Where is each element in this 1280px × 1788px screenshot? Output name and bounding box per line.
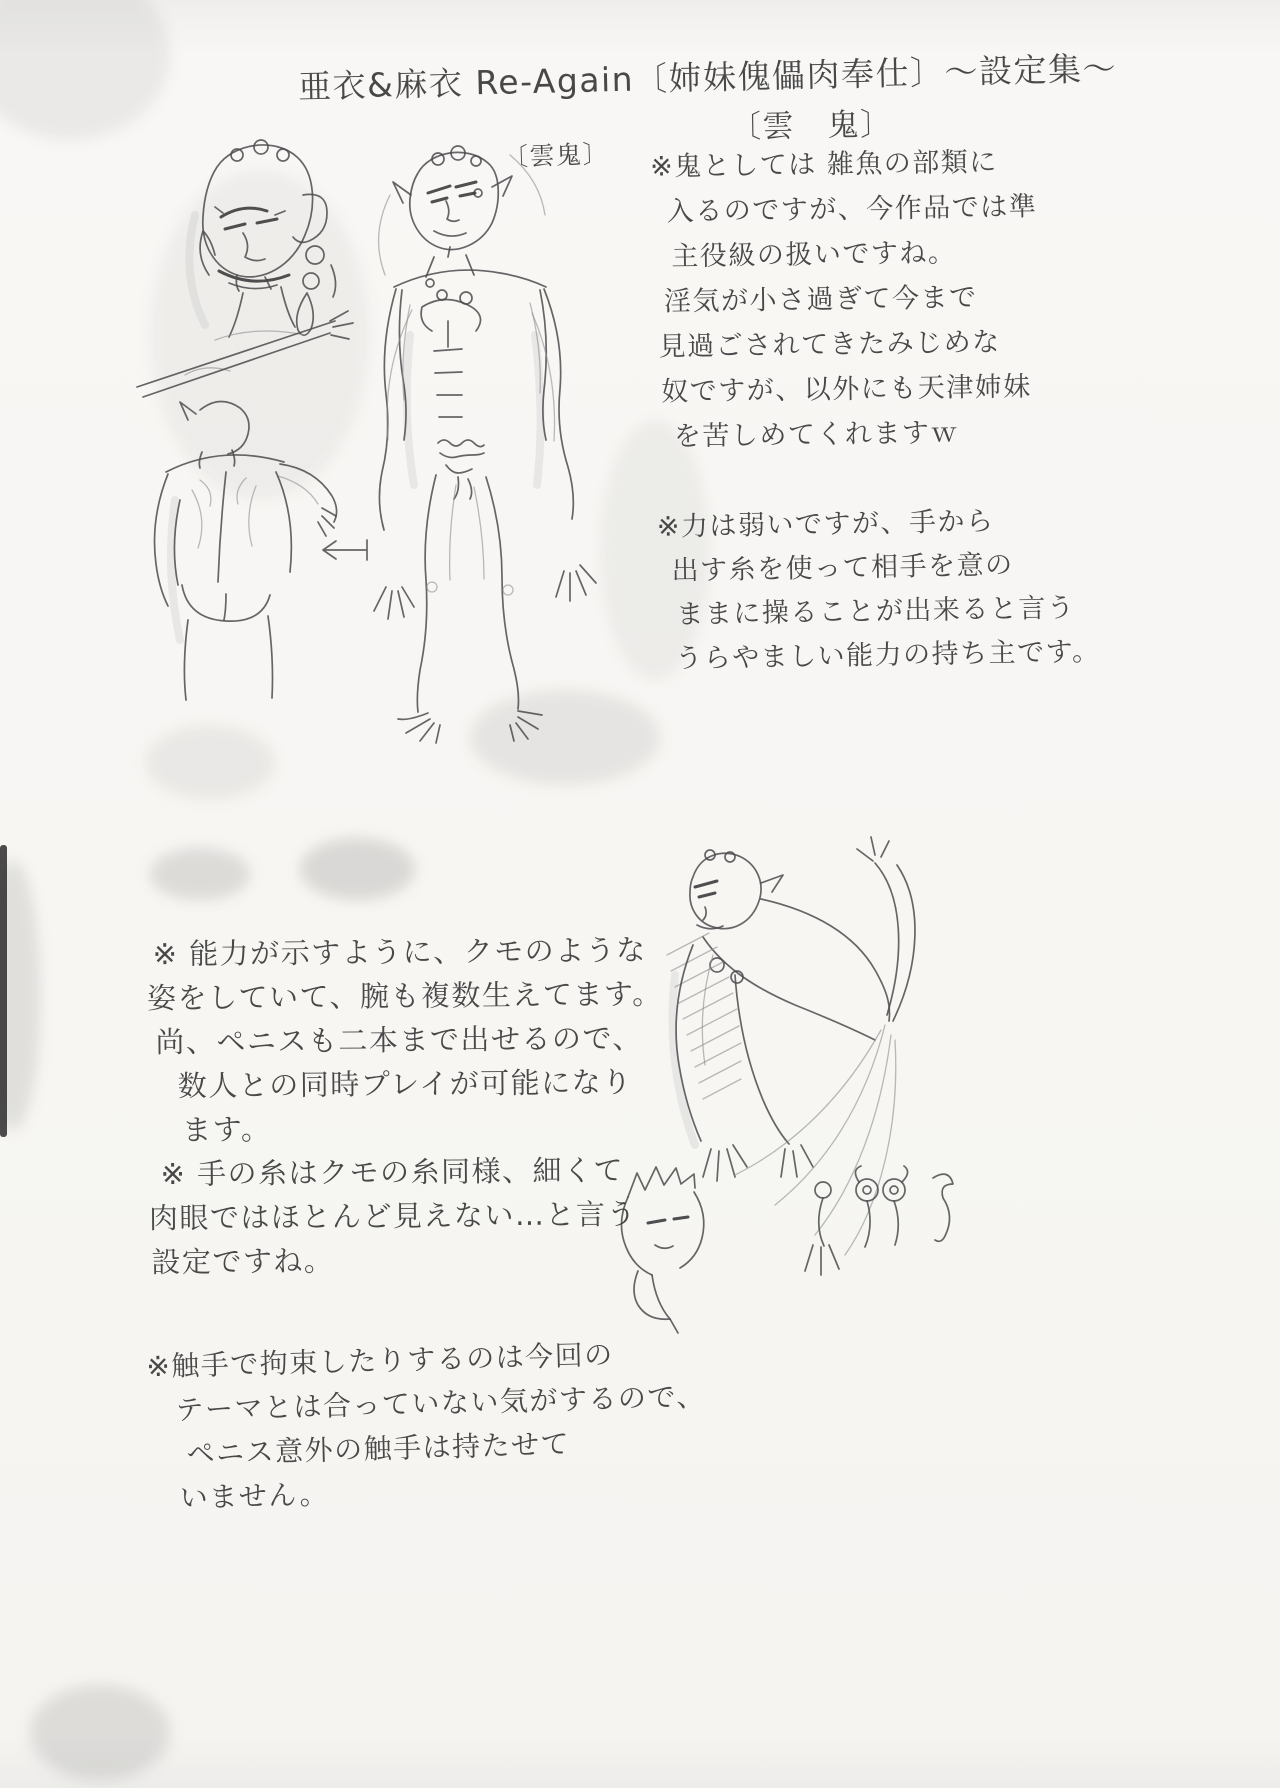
- scan-artifact-strip: [0, 845, 7, 1137]
- subtitle-text: 〔雲 鬼〕: [729, 106, 893, 146]
- sketch-thread-diagrams: [795, 1160, 965, 1260]
- handwritten-line: 数人との同時プレイが可能になり: [177, 1065, 633, 1103]
- page-title: [298, 43, 1118, 109]
- handwritten-line: 姿をしていて、腕も複数生えてます。: [146, 976, 663, 1016]
- handwritten-line: を苦しめてくれますｗ: [673, 417, 960, 453]
- handwritten-line: 設定ですね。: [151, 1243, 335, 1280]
- paper-smudge: [150, 848, 250, 900]
- handwritten-line: 尚、ペニスも二本まで出せるので、: [155, 1020, 643, 1060]
- paper-smudge: [30, 1685, 170, 1780]
- handwritten-line: 淫気が小さ過ぎて今まで: [663, 282, 978, 318]
- handwritten-line: 出す糸を使って相手を意の: [671, 549, 1014, 587]
- handwritten-line: ペニス意外の触手は持たせて: [186, 1427, 571, 1471]
- paper-smudge: [0, 0, 170, 140]
- note-block-tentacles: [146, 1331, 709, 1522]
- left-arrow-icon: [313, 532, 373, 568]
- sketch-standing-demon: [350, 135, 640, 715]
- handwritten-line: 肉眼ではほとんど見えない…と言う: [148, 1196, 638, 1236]
- handwritten-line: ※鬼としては 雑魚の部類に: [649, 146, 999, 183]
- handwritten-line: 見過ごされてきたみじめな: [658, 326, 1001, 363]
- handwritten-line: いません。: [179, 1477, 330, 1515]
- handwritten-line: ままに操ることが出来ると言う: [676, 592, 1076, 631]
- handwritten-line: ※ 手の糸はクモの糸同様、細くて: [160, 1153, 625, 1192]
- handwritten-line: 奴ですが、以外にも天津姉妹: [661, 371, 1032, 408]
- handwritten-line: テーマとは合っていない気がするので、: [175, 1379, 707, 1427]
- handwritten-line: 主役級の扱いですね。: [671, 237, 957, 273]
- sketch-rear-figure: [130, 380, 340, 720]
- note-block-demon-rank: [650, 139, 1041, 459]
- handwritten-line: ※ 能力が示すように、クモのような: [152, 932, 647, 972]
- handwritten-line: うらやましい能力の持ち主です。: [674, 636, 1101, 675]
- figure-label: [502, 134, 609, 174]
- title-text: 亜衣&麻衣 Re-Again〔姉妹傀儡肉奉仕〕～設定集～: [297, 48, 1118, 107]
- note-block-appearance: [146, 928, 665, 1284]
- note-block-ability: [656, 498, 1100, 682]
- handwritten-line: 入るのですが、今作品では準: [666, 191, 1038, 228]
- paper-smudge: [145, 725, 275, 800]
- handwritten-line: ※触手で拘束したりするのは今回の: [145, 1338, 615, 1384]
- figure-label-text: 〔雲鬼〕: [502, 139, 610, 172]
- handwritten-line: ※力は弱いですが、手から: [656, 505, 995, 543]
- page-subtitle: [730, 99, 893, 147]
- handwritten-line: ます。: [182, 1112, 272, 1147]
- paper-smudge: [300, 838, 415, 900]
